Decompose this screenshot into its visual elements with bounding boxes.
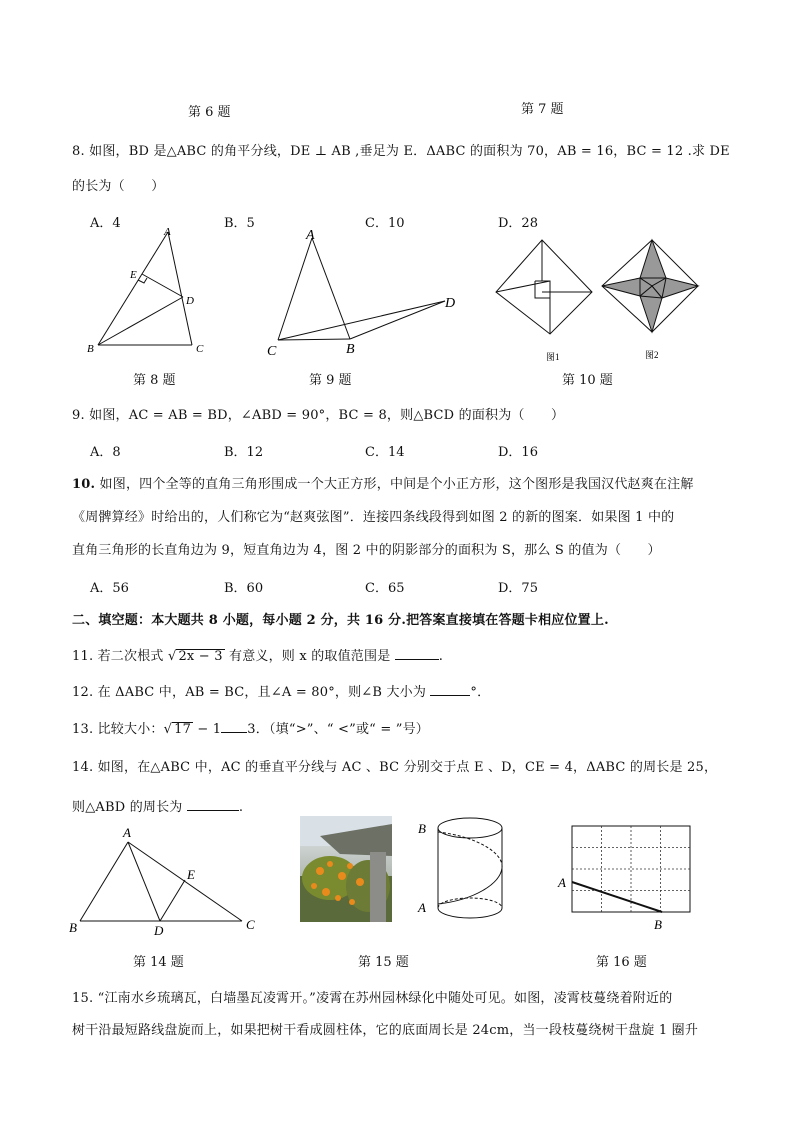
fig15-top-ellipse [438,818,502,838]
q10-text-line1 [72,473,694,492]
fig14-label-d: D [154,923,164,938]
fig8-label-e: E [130,269,137,281]
fig15-label-a: A [418,900,426,915]
fig10-label-2: 图2 [645,350,659,360]
fig15-helix-back [438,832,502,868]
caption-fig16: 第 16 题 [596,955,647,970]
q10-text-line3: 直角三角形的长直角边为 9，短直角边为 4，图 2 中的阴影部分的面积为 S，那么 S 的值为（ ） [72,543,661,558]
figure-10 [490,236,710,366]
q11-sqrt-sign: √ [167,649,177,664]
fig15-bottom-front [438,908,502,918]
fig8-label-d: D [186,295,194,307]
fig15-helix-front [438,868,502,904]
q10-option-a: A．56 [90,581,129,596]
q11-text [72,645,443,664]
q13-answer-blank[interactable] [221,720,247,733]
figure-15-cylinder [414,812,510,924]
q10-option-d: D．75 [498,581,538,596]
fig9-label-b: B [346,342,355,357]
q9-option-d: D．16 [498,445,538,460]
fig8-side-ac [168,232,192,345]
figure-15-photo [300,816,392,922]
q13-sqrt-sign: √ [163,722,173,737]
caption-fig9: 第 9 题 [309,373,352,388]
section-heading-fill-in: 二、填空题：本大题共 8 小题，每小题 2 分，共 16 分.把答案直接填在答题卡相应位置上. [72,613,609,628]
q12-pre: 12. 在 ΔABC 中，AB = BC，且∠A = 80°，则∠B 大小为 [72,685,431,700]
q11-post: 有意义，则 x 的取值范围是 [224,649,395,664]
q13-pre: 13. 比较大小： [72,722,164,737]
figure-14 [66,822,266,940]
q9-option-b: B．12 [224,445,264,460]
q10-text-line2: 《周髀算经》时给出的，人们称它为“赵爽弦图”．连接四条线段得到如图 2 的新的图案．如果图 1 中的 [72,510,675,525]
fig9-label-a: A [306,228,315,243]
fig9-label-c: C [267,344,277,359]
fig16-label-a: A [558,875,566,890]
q8-option-a: A．4 [90,216,121,231]
q14-line2-end: . [238,800,244,815]
caption-fig14: 第 14 题 [133,955,184,970]
figure-16 [552,822,697,934]
q8-text-line1: 8. 如图，BD 是△ABC 的角平分线，DE ⊥ AB ,垂足为 E．ΔABC 的面积为 70，AB = 16，BC = 12 .求 DE [72,144,730,159]
fig16-label-b: B [654,917,662,932]
q9-option-a: A．8 [90,445,121,460]
fig14-label-b: B [69,920,77,935]
fig16-path-ab [572,882,662,912]
q8-option-b: B．5 [224,216,255,231]
q15-text-line1: 15. “江南水乡琉璃瓦，白墙墨瓦凌霄开。”凌霄在苏州园林绿化中随处可见。如图，凌霄枝蔓绕着附近的 [72,991,673,1006]
fig8-perp-de [142,274,183,297]
q10-option-c: C．65 [365,581,405,596]
q13-mid: − 1 [193,722,222,737]
fig14-label-c: C [246,917,255,932]
caption-fig15: 第 15 题 [358,955,409,970]
caption-fig10: 第 10 题 [562,373,613,388]
fig15-label-b: B [418,821,426,836]
q12-end: °． [470,685,491,700]
fig8-label-b: B [87,343,94,355]
q15-text-line2: 树干沿最短路线盘旋而上，如果把树干看成圆柱体，它的底面周长是 24cm，当一段枝蔓绕树干盘旋 1 圈升 [72,1023,699,1038]
q11-radicand: 2x − 3 [178,649,223,664]
q14-line2-pre: 则△ABD 的周长为 [72,800,187,815]
fig14-label-e: E [187,867,195,882]
fig16-grid [572,826,690,912]
q13-post: 3．（填“>”、“ <”或“ = ”号） [247,722,430,737]
fig9-label-d: D [445,296,456,311]
caption-fig7: 第 7 题 [521,102,564,117]
fig10-diagram-1 [496,240,592,334]
fig10-diagram-2 [602,240,698,332]
q12-text [72,681,490,700]
q11-pre: 11. 若二次根式 [72,649,168,664]
fig10-label-1: 图1 [546,352,560,362]
q13-radicand: 17 [174,722,192,737]
fig8-label-a: A [164,226,171,238]
q14-text-line1: 14. 如图，在△ABC 中，AC 的垂直平分线与 AC 、BC 分别交于点 E 、D，CE = 4，ΔABC 的周长是 25， [72,760,718,775]
q8-text-line2: 的长为（ ） [72,179,165,194]
fig14-side-ab [80,842,128,921]
q9-option-c: C．14 [365,445,405,460]
fig8-side-ab [98,232,168,345]
fig8-bisector-bd [98,297,183,345]
q14-answer-blank[interactable] [187,798,239,811]
figure-8 [80,222,210,357]
q10-number: 10. [72,477,96,492]
figure-9 [262,222,462,362]
caption-fig8: 第 8 题 [133,373,176,388]
q14-text-line2 [72,796,243,815]
fig9-side-ac [278,238,312,340]
fig9-side-cb [278,339,350,340]
q10-line1-body: 如图，四个全等的直角三角形围成一个大正方形，中间是个小正方形，这个图形是我国汉代赵爽在注解 [95,477,694,492]
q10-option-b: B．60 [224,581,264,596]
fig14-side-ac [128,842,242,921]
q11-answer-blank[interactable] [395,647,439,660]
q9-text: 9. 如图，AC = AB = BD，∠ABD = 90°，BC = 8，则△BCD 的面积为（ ） [72,408,565,423]
fig8-label-c: C [196,343,204,355]
q12-answer-blank[interactable] [430,683,470,696]
fig14-segment-ad [128,842,160,921]
q8-option-c: C．10 [365,216,405,231]
fig14-label-a: A [123,825,131,840]
fig14-segment-de [160,880,185,921]
q13-text [72,718,429,737]
caption-fig6: 第 6 题 [188,105,231,120]
q11-end: . [438,649,444,664]
q8-option-d: D．28 [498,216,538,231]
fig9-side-ab [312,238,350,339]
